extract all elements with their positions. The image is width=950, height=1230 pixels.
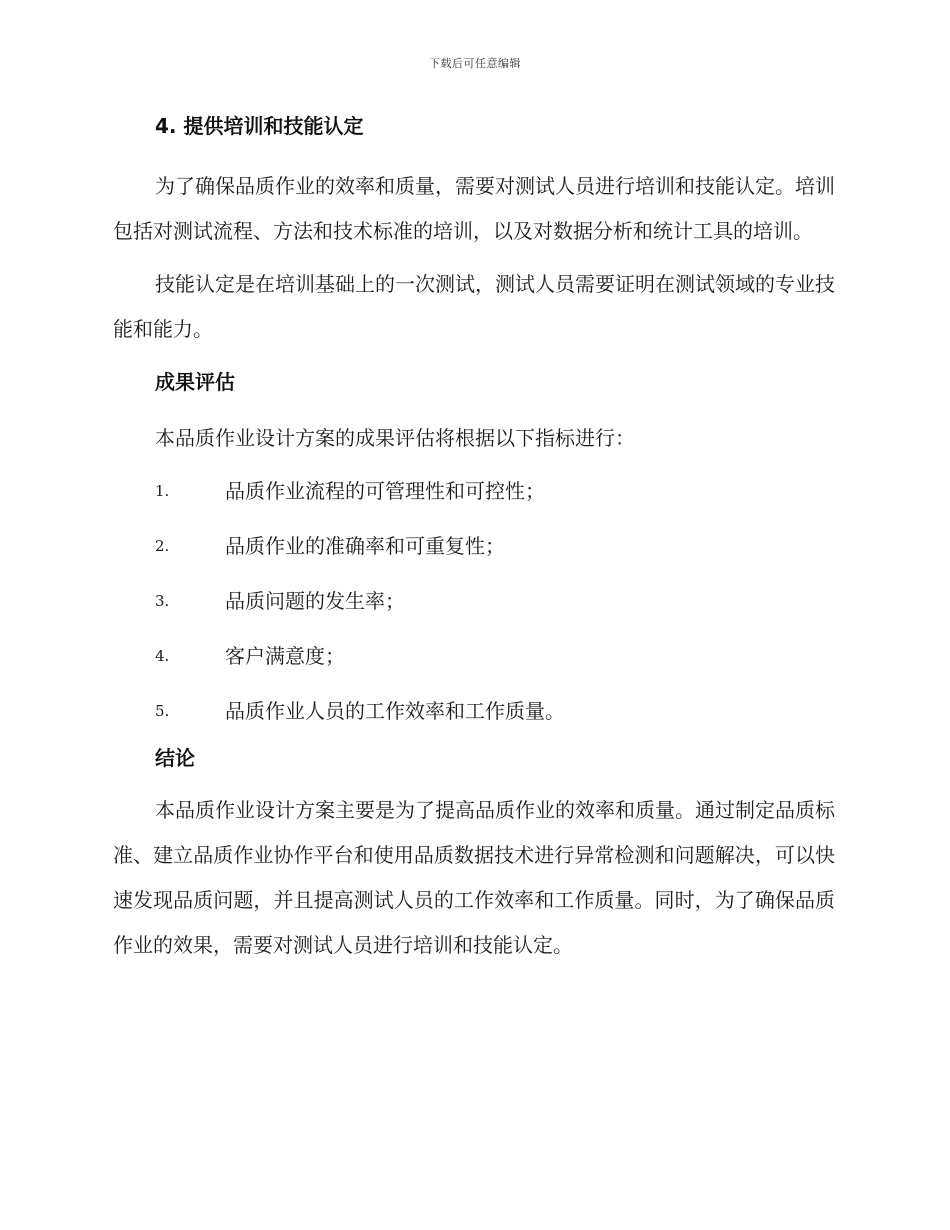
list-item-text: 品质作业人员的工作效率和工作质量。 [225, 699, 565, 723]
list-item-text: 品质问题的发生率； [225, 589, 405, 613]
list-item [113, 530, 835, 570]
section-heading-training: 4. 提供培训和技能认定 [155, 114, 364, 138]
evaluation-intro: 本品质作业设计方案的成果评估将根据以下指标进行： [155, 426, 635, 450]
conclusion-paragraph: 本品质作业设计方案主要是为了提高品质作业的效率和质量。通过制定品质标准、建立品质作业协作平台和使用品质数据技术进行异常检测和问题解决，可以快速发现品质问题，并且提高测试人员的工作效率和工作质量。同时，为了确保品质作业的效果，需要对测试人员进行培训和技能认定。 [113, 798, 835, 957]
list-item [113, 585, 835, 625]
list-item-number: 5. [155, 702, 170, 720]
training-paragraph-2: 技能认定是在培训基础上的一次测试，测试人员需要证明在测试领域的专业技能和能力。 [113, 272, 835, 341]
page-header: 下载后可任意编辑 [429, 57, 521, 70]
document-body [113, 110, 835, 976]
list-item-number: 1. [155, 482, 170, 500]
list-item-text: 客户满意度； [225, 644, 345, 668]
list-item [113, 640, 835, 680]
list-item [113, 475, 835, 515]
list-item [113, 695, 835, 735]
list-item-text: 品质作业流程的可管理性和可控性； [225, 479, 545, 503]
section-heading-evaluation: 成果评估 [155, 370, 235, 394]
list-item-number: 2. [155, 537, 170, 555]
evaluation-list [113, 475, 835, 735]
training-paragraph-1: 为了确保品质作业的效率和质量，需要对测试人员进行培训和技能认定。培训包括对测试流程、方法和技术标准的培训，以及对数据分析和统计工具的培训。 [113, 174, 835, 243]
list-item-text: 品质作业的准确率和可重复性； [225, 534, 505, 558]
list-item-number: 3. [155, 592, 170, 610]
section-heading-conclusion: 结论 [155, 746, 195, 770]
list-item-number: 4. [155, 647, 170, 665]
